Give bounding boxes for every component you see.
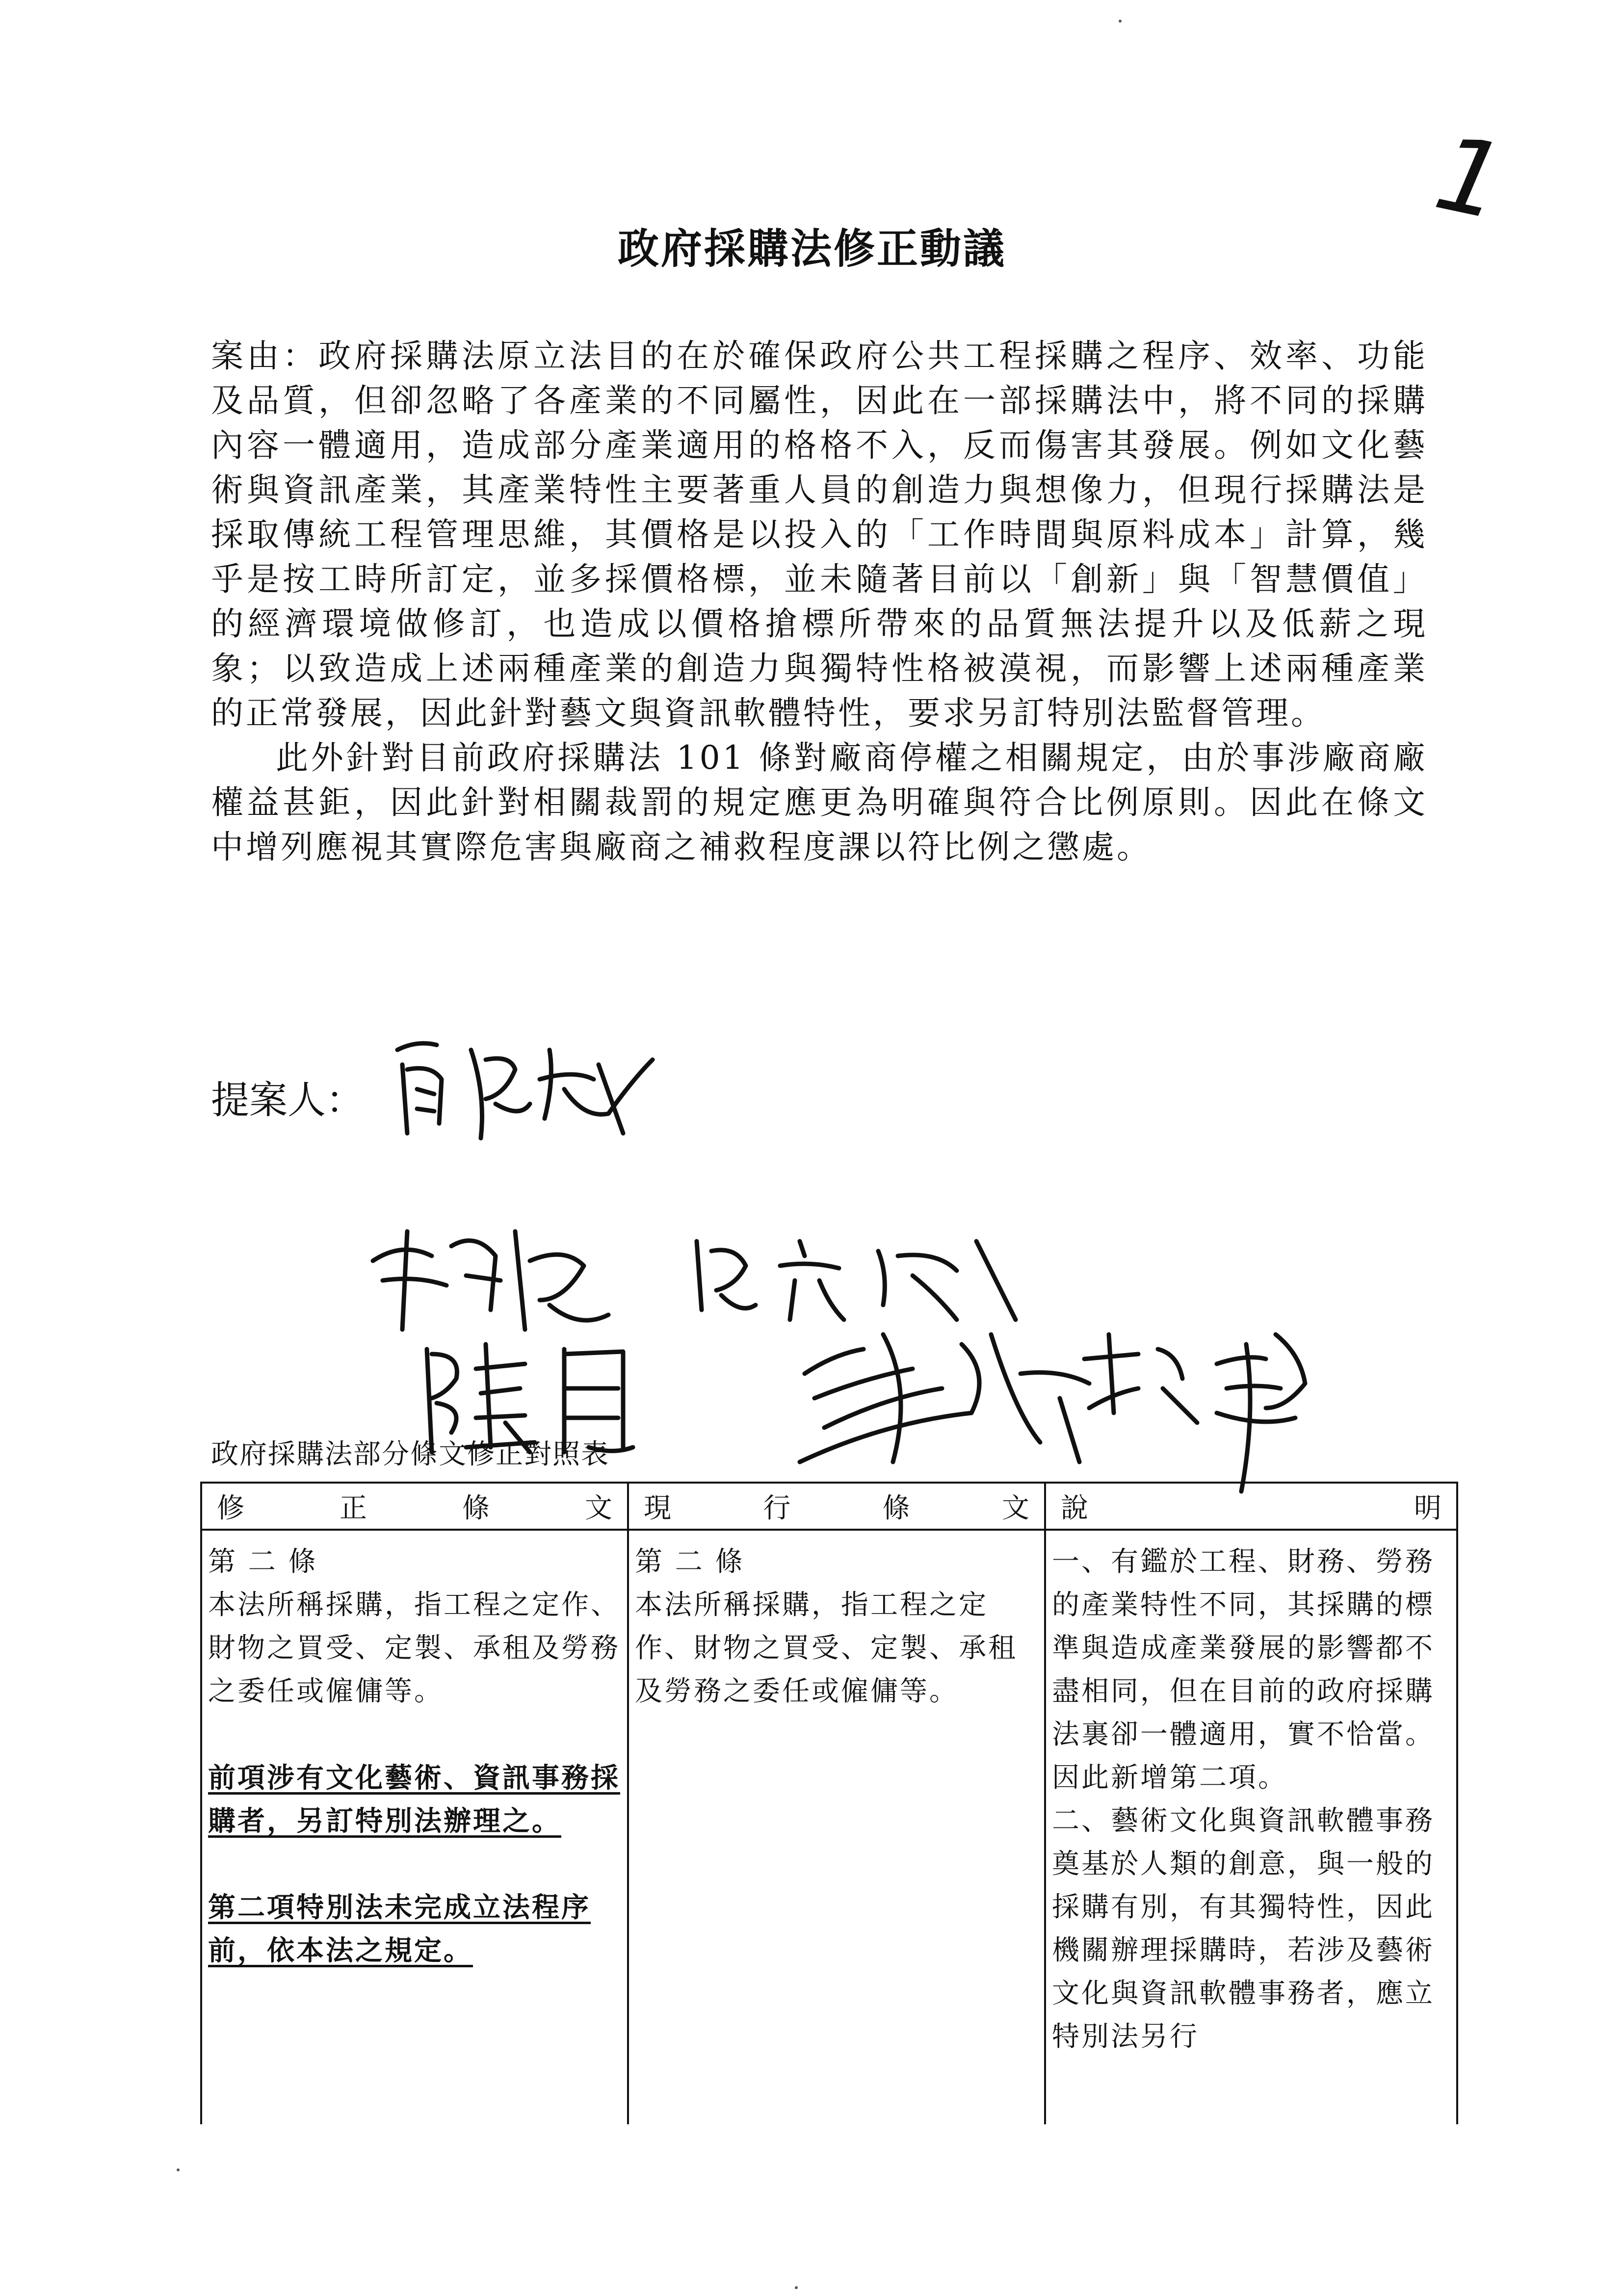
amended-new-para-1: 前項涉有文化藝術、資訊事務採購者，另訂特別法辦理之。 bbox=[208, 1762, 620, 1837]
page-title: 政府採購法修正動議 bbox=[617, 225, 1006, 273]
proposer-label: 提案人： bbox=[211, 1078, 365, 1122]
motion-reason-paragraph: 案由：政府採購法原立法目的在於確保政府公共工程採購之程序、效率、功能及品質，但卻忽略了各產業的不同屬性，因此在一部採購法中，將不同的採購內容一體適用，造成部分產業適用的格格不入，反而傷害其發展。例如文化藝術與資訊產業，其產業特性主要著重人員的創造力與想像力，但現行採購法是採取傳統工程管理思維，其價格是以投入的「工作時間與原料成本」計算，幾乎是按工時所訂定，並多採價格標，並未隨著目前以「創新」與「智慧價值」的經濟環境做修訂，也造成以價格搶標所帶來的品質無法提升以及低薪之現象；以致造成上述兩種產業的創造力與獨特性格被漠視，而影響上述兩種產業的正常發展，因此針對藝文與資訊軟體特性，要求另訂特別法監督管理。 bbox=[211, 337, 1428, 732]
current-article-cell bbox=[628, 1530, 1045, 2124]
table-row bbox=[201, 1530, 1457, 2124]
cosigner-signature-4 bbox=[785, 1315, 1109, 1477]
cosigner-signature-1 bbox=[353, 1202, 628, 1349]
current-article-heading: 第 二 條 bbox=[635, 1546, 745, 1578]
motion-body bbox=[211, 334, 1428, 869]
explanation-item-1: 一、有鑑於工程、財務、勞務的產業特性不同，其採購的標準與造成產業發展的影響都不盡相同，但在目前的政府採購法裏卻一體適用，實不恰當。因此新增第二項。 bbox=[1052, 1546, 1435, 1794]
page-number-mark: 1 bbox=[1425, 112, 1515, 244]
header-amended: 修正條文 bbox=[201, 1483, 628, 1530]
motion-suspension-paragraph: 此外針對目前政府採購法 101 條對廠商停權之相關規定，由於事涉廠商廠權益甚鉅，因此針對相關裁罰的規定應更為明確與符合比例原則。因此在條文中增列應視其實際危害與廠商之補救程度課以符比例之懲處。 bbox=[211, 739, 1428, 866]
proposer-signature bbox=[388, 1020, 662, 1148]
amended-article-heading: 第 二 條 bbox=[208, 1546, 318, 1578]
amended-article-cell bbox=[201, 1530, 628, 2124]
current-article-text: 本法所稱採購，指工程之定作、財物之買受、定製、承租及勞務之委任或僱傭等。 bbox=[635, 1589, 1018, 1707]
scan-speck bbox=[177, 2168, 180, 2171]
table-header-row bbox=[201, 1483, 1457, 1530]
explanation-item-2: 二、藝術文化與資訊軟體事務奠基於人類的創意，與一般的採購有別，有其獨特性，因此機關辦理採購時，若涉及藝術文化與資訊軟體事務者，應立特別法另行 bbox=[1052, 1805, 1435, 2053]
table-caption: 政府採購法部分條文修正對照表 bbox=[211, 1438, 609, 1470]
header-explanation: 說明 bbox=[1045, 1483, 1457, 1530]
comparison-table bbox=[200, 1482, 1458, 2124]
amended-article-text: 本法所稱採購，指工程之定作、財物之買受、定製、承租及勞務之委任或僱傭等。 bbox=[208, 1589, 620, 1707]
scan-speck bbox=[1119, 20, 1122, 23]
explanation-cell bbox=[1045, 1530, 1457, 2124]
amended-new-para-2: 第二項特別法未完成立法程序前，依本法之規定。 bbox=[208, 1891, 591, 1967]
header-current: 現行條文 bbox=[628, 1483, 1045, 1530]
scan-speck bbox=[795, 2286, 798, 2289]
cosigner-signature-5 bbox=[1070, 1315, 1344, 1501]
